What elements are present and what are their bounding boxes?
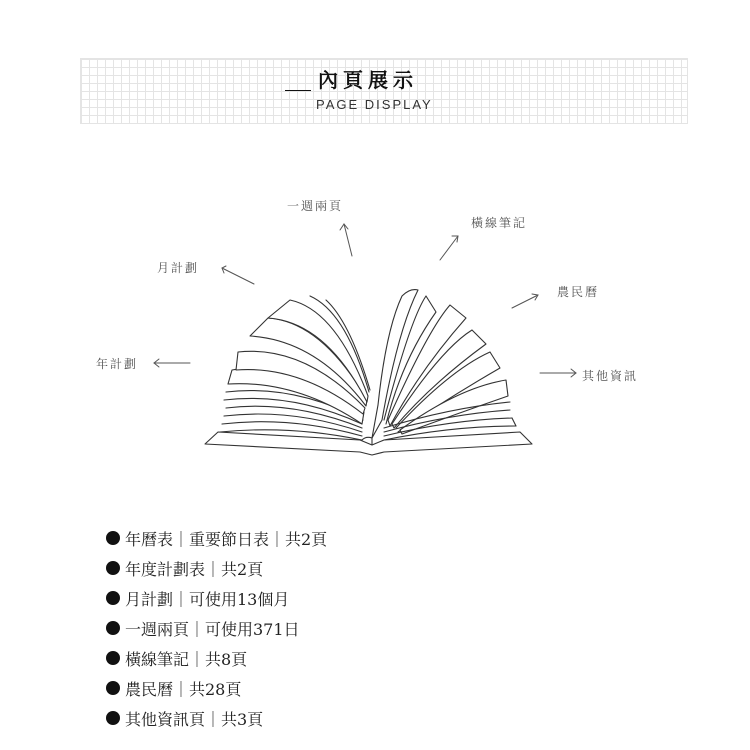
spec-text: 年度計劃表｜共2頁: [125, 559, 264, 579]
list-item: [106, 673, 327, 703]
list-item: [106, 523, 327, 553]
spec-list: [106, 523, 327, 733]
label-yearly: 年計劃: [96, 357, 139, 371]
spec-text: 一週兩頁｜可使用371日: [125, 619, 300, 639]
list-item: [106, 583, 327, 613]
bullet-icon: [106, 711, 120, 725]
spec-text: 農民曆｜共28頁: [125, 679, 242, 699]
spec-text: 月計劃｜可使用13個月: [125, 589, 290, 609]
list-item: [106, 553, 327, 583]
label-lunar-calendar: 農民曆: [557, 285, 600, 299]
label-monthly: 月計劃: [157, 261, 200, 275]
label-lined-notes: 橫線筆記: [471, 216, 528, 230]
list-item: [106, 643, 327, 673]
bullet-icon: [106, 621, 120, 635]
bullet-icon: [106, 531, 120, 545]
label-other-info: 其他資訊: [582, 369, 639, 383]
page-title: 內頁展示: [318, 68, 418, 92]
list-item: [106, 703, 327, 733]
spec-text: 橫線筆記｜共8頁: [125, 649, 248, 669]
page-subtitle: PAGE DISPLAY: [316, 97, 433, 112]
bullet-icon: [106, 681, 120, 695]
spec-text: 年曆表｜重要節日表｜共2頁: [125, 529, 328, 549]
spec-text: 其他資訊頁｜共3頁: [125, 709, 264, 729]
label-weekly: 一週兩頁: [287, 199, 344, 213]
list-item: [106, 613, 327, 643]
bullet-icon: [106, 561, 120, 575]
bullet-icon: [106, 651, 120, 665]
bullet-icon: [106, 591, 120, 605]
